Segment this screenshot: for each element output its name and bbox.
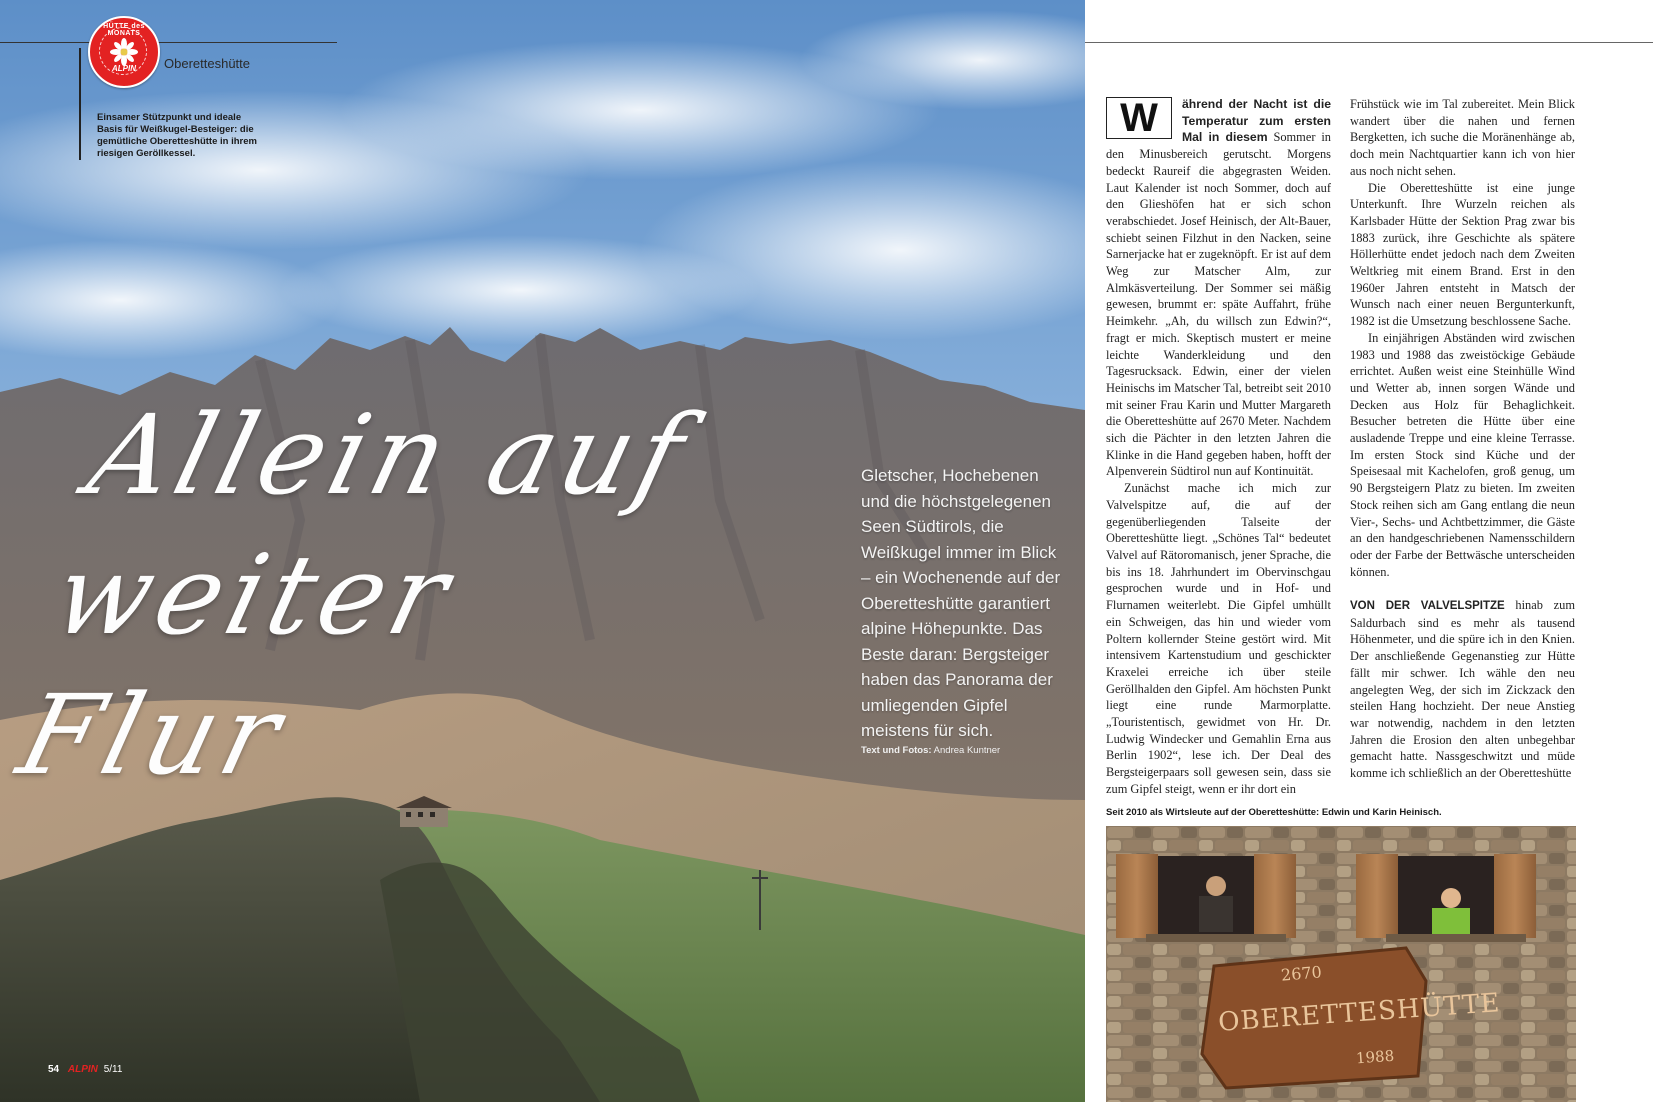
paragraph: Zunächst mache ich mich zur Valvelspitze auf, die auf der gegenüberliegenden Talseite der Oberetteshütte liegt. „Schönes Tal“ bedeutet Valvel auf Rätoromanisch, jener Sprache, die bis ins 18. Jahrhundert im Obervinschgau gesprochen wurde und in Hof- und Flurnamen weiterlebt. Die Gipfel umhüllt ein Schweigen, das hin und wieder vom Poltern kollernder Steine gestört wird. Mit intensivem Kartenstudium und geschickter Kraxelei erreiche ich über steile Geröllhalden den Gipfel. Am höchsten Punkt liegt eine runde Marmorplatte. „Touristentisch, gewidmet von Hr. Dr. Ludwig Windecker und Gemahlin Erna aus Berlin 1902“, lese ich. Der Deal des Bergsteigerpaars soll gewesen sein, dass sie zum Gipfel steigt, wenn er ihr dort ein bbox=[1106, 481, 1331, 796]
stone-wall-image bbox=[1106, 826, 1576, 1102]
sign-line-1: 2670 bbox=[1280, 962, 1323, 985]
paragraph-text: Sommer in den Minusbereich gerutscht. Morgens bedeckt Raureif die abgegrasten Weiden. Laut Kalender ist noch Sommer, doch auf den Glieshöfen hat er sich schon verabschiedet. Josef Heinisch, der Alt-Bauer, schiebt seinen Filzhut in den Nacken, seine Sarnerjacke hat er zugeknöpft. Er ist auf dem Weg zur Matscher Alm, zur Almkäsverteilung. Der Sommer sei mäßig gewesen, brummt er: späte Auffahrt, frühe Heimkehr. „Ah, du willsch zun Edwin?“, fragt er mich. Skeptisch mustert er meine leichte Wanderkleidung und den Tagesrucksack. Edwin, einer der vielen Heinischs im Matscher Tal, betreibt seit 2010 mit seiner Frau Karin und Mutter Margareth die Oberetteshütte auf 2670 Meter. Nachdem sich die Pächter in den letzten Jahren die Klinke in die Hand gegeben haben, hofft der Alpenverein Südtirol nun auf Kontinuität. bbox=[1106, 130, 1331, 479]
folio-issue: 5/11 bbox=[103, 1064, 123, 1075]
article-title bbox=[6, 385, 761, 805]
credit-label: Text und Fotos: bbox=[861, 745, 932, 756]
hut-photo bbox=[1106, 826, 1576, 1102]
header-rule-right bbox=[1085, 42, 1653, 43]
paragraph-text: hinab zum Saldurbach sind es mehr als tausend Höhenmeter, und die spüre ich in den Knien. Der anschließende Gegenanstieg zur Hütte fällt mir schwer. Ich wähle den neu angelegten Weg, der sich im Zickzack den steilen Hang hochzieht. Der neue Anstieg war notwendig, nachdem in den letzten Jahren die Erosion den alten unbegehbar gemacht hatte. Nassgeschwitzt und müde komme ich schließlich an der Oberetteshütte bbox=[1350, 598, 1575, 781]
photo-caption-left: Einsamer Stützpunkt und ideale Basis für Weißkugel-Besteiger: die gemütliche Oberetteshütte in ihrem riesigen Geröllkessel. bbox=[97, 112, 257, 159]
edelweiss-icon bbox=[110, 38, 138, 66]
sign-line-3: 1988 bbox=[1355, 1046, 1395, 1068]
hut-photo-caption: Seit 2010 als Wirtsleute auf der Oberetteshütte: Edwin und Karin Heinisch. bbox=[1106, 807, 1442, 818]
huette-des-monats-badge bbox=[88, 16, 160, 88]
header-rule bbox=[0, 42, 337, 43]
badge-top-text: HÜTTE des MONATS bbox=[103, 23, 145, 37]
drop-cap: W bbox=[1106, 97, 1172, 139]
paragraph: Frühstück wie im Tal zubereitet. Mein Blick wandert über die nahen und fernen Bergketten, ich suche die Moränenhänge ab, doch mein Nachtquartier kann ich von hier aus noch nicht sehen. bbox=[1350, 97, 1575, 178]
folio-brand: ALPIN bbox=[67, 1064, 98, 1075]
text-column-1 bbox=[1106, 96, 1331, 798]
article-intro: Gletscher, Hochebenen und die höchstgelegenen Seen Südtirols, die Weißkugel immer im Blick – ein Wochenende auf der Oberetteshütte garantiert alpine Höhepunkte. Das Beste daran: Bergsteiger haben das Panorama der umliegenden Gipfel meistens für sich. bbox=[861, 466, 1061, 740]
section-label: Oberetteshütte bbox=[164, 56, 250, 71]
paragraph: Die Oberetteshütte ist eine junge Unterkunft. Ihre Wurzeln reichen als Karlsbader Hütte der Sektion Prag zwar bis 1883 zurück, ihre Geschichte als spätere Höllerhütte endet jedoch nach dem Zweiten Weltkrieg mit einem Brand. Erst in den 1960er Jahren entsteht in Matsch der Wunsch nach einer neuen Bergunterkunft, 1982 ist die Umsetzung beschlossene Sache. bbox=[1350, 180, 1575, 329]
lead-in: ährend der Nacht ist die Temperatur zum ersten Mal in diesem bbox=[1182, 97, 1331, 145]
credit-name: Andrea Kuntner bbox=[933, 745, 1001, 756]
title-line-1: Allein auf bbox=[76, 391, 702, 519]
caption-rule bbox=[79, 48, 81, 160]
folio bbox=[48, 1064, 122, 1075]
title-line-2: weiter Flur bbox=[7, 531, 467, 799]
right-page bbox=[1085, 0, 1653, 1102]
text-column-2 bbox=[1350, 96, 1575, 782]
badge-brand: ALPIN bbox=[112, 64, 136, 73]
sign-line-2: OBERETTESHÜTTE bbox=[1217, 988, 1502, 1038]
page-number: 54 bbox=[48, 1064, 60, 1075]
paragraph bbox=[1350, 597, 1575, 782]
subhead-kicker: VON DER VALVELSPITZE bbox=[1350, 600, 1505, 613]
paragraph: In einjährigen Abständen wird zwischen 1983 und 1988 das zweistöckige Gebäude errichtet. Außen weist eine Steinhülle Wind und Wetter ab, innen sorgen Wände und Decken aus Holz für Behaglichkeit. Besucher betreten die Hütte über eine ausladende Treppe und eine kleine Terrasse. Im ersten Stock sind Küche und der Speisesaal mit Kachelofen, groß genug, um 90 Bergsteigern Platz zu bieten. Im zweiten Stock reihen sich am Gang entlang die neun Vier-, Sechs- und Achtbettzimmer, die Gäste an den handgeschriebenen Namensschildern oder der Farbe der Bettwäsche unterscheiden können. bbox=[1350, 330, 1575, 579]
credit-line bbox=[861, 745, 1000, 756]
paragraph bbox=[1106, 96, 1331, 480]
